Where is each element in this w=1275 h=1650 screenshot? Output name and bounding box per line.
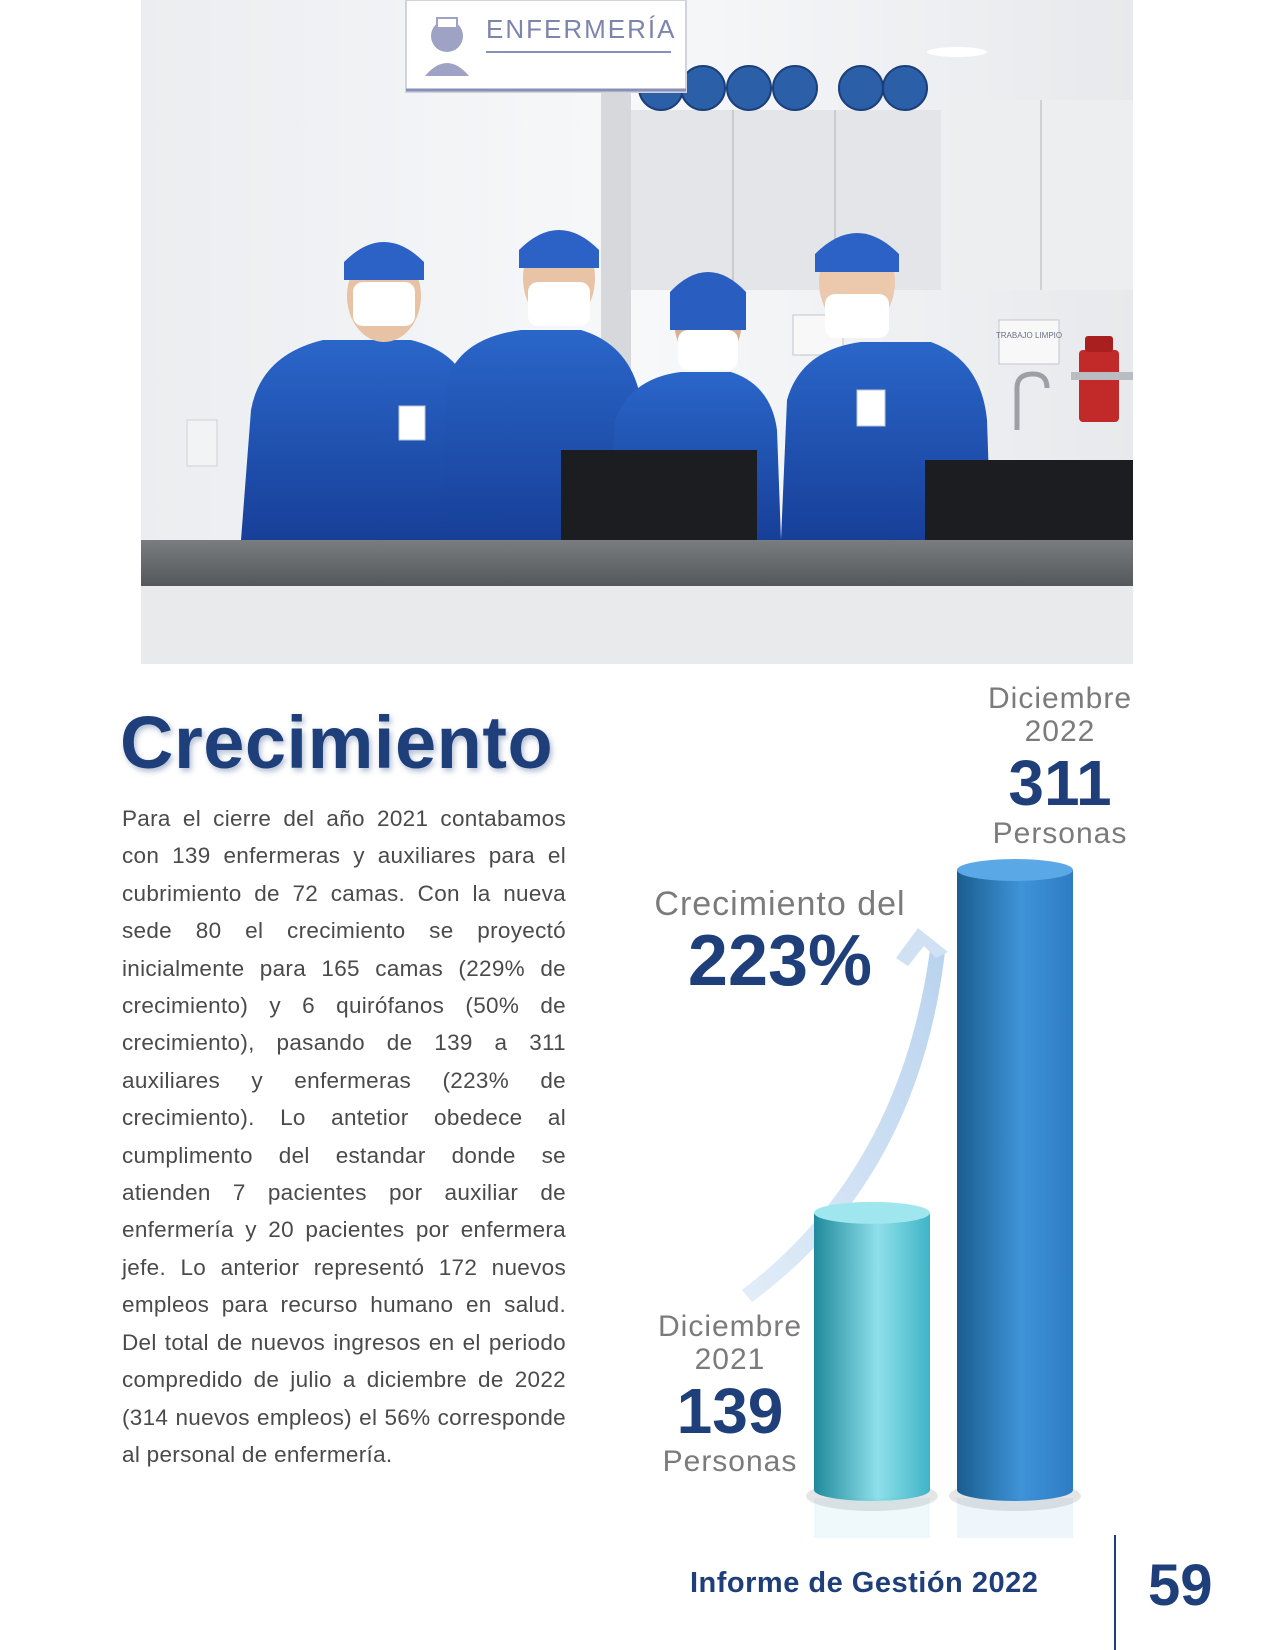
report-title: Informe de Gestión 2022 bbox=[690, 1567, 1039, 1599]
bar-label-2021 bbox=[630, 1310, 830, 1478]
bar-unit-2022: Personas bbox=[992, 817, 1128, 850]
hero-photo bbox=[141, 0, 1133, 664]
page-number: 59 bbox=[1148, 1553, 1213, 1618]
bar-year-2022: 2022 bbox=[1024, 715, 1096, 748]
bar-period-2022: Diciembre bbox=[987, 682, 1133, 715]
growth-value: 223% bbox=[687, 921, 873, 1001]
bar-period-2021: Diciembre bbox=[657, 1310, 803, 1343]
growth-callout bbox=[630, 885, 930, 999]
growth-label: Crecimiento del bbox=[654, 885, 906, 923]
bar-reflection bbox=[957, 1498, 1073, 1538]
bar-value-2021: 139 bbox=[676, 1375, 784, 1447]
bar-year-2021: 2021 bbox=[694, 1343, 766, 1376]
bar-value-2022: 311 bbox=[1008, 747, 1112, 819]
bar-reflection bbox=[814, 1498, 930, 1538]
bar-diciembre-2022 bbox=[949, 859, 1081, 1538]
nursing-staff-photo bbox=[141, 0, 1133, 664]
bar-cap bbox=[814, 1202, 930, 1224]
footer-divider bbox=[1114, 1535, 1116, 1650]
bar-body bbox=[957, 870, 1073, 1501]
section-body: Para el cierre del año 2021 contabamos con 139 enfermeras y auxiliares para el cubrimiento de 72 camas. Con la nueva sede 80 el crecimiento se proyectó inicialmente para 165 camas (229% de crecimiento) y 6 quirófanos (50% de crecimiento), pasando de 139 a 311 auxiliares y enfermeras (223% de crecimiento). Lo antetior obedece al cumplimento del estandar donde se atienden 7 pacientes por auxiliar de enfermería y 20 pacientes por enfermera jefe. Lo anterior representó 172 nuevos empleos para recurso humano en salud. Del total de nuevos ingresos en el periodo compredido de julio a diciembre de 2022 (314 nuevos empleos) el 56% corresponde al personal de enfermería. bbox=[122, 806, 566, 1467]
bar-body bbox=[814, 1213, 930, 1501]
sign-label: ENFERMERÍA bbox=[486, 14, 677, 44]
bar-unit-2021: Personas bbox=[662, 1445, 798, 1478]
section-title: Crecimiento bbox=[120, 701, 554, 784]
growth-chart bbox=[600, 682, 1160, 1540]
bar-cap bbox=[957, 859, 1073, 881]
wall-sign-text: TRABAJO LIMPIO bbox=[995, 331, 1063, 340]
bar-label-2022 bbox=[960, 682, 1160, 850]
